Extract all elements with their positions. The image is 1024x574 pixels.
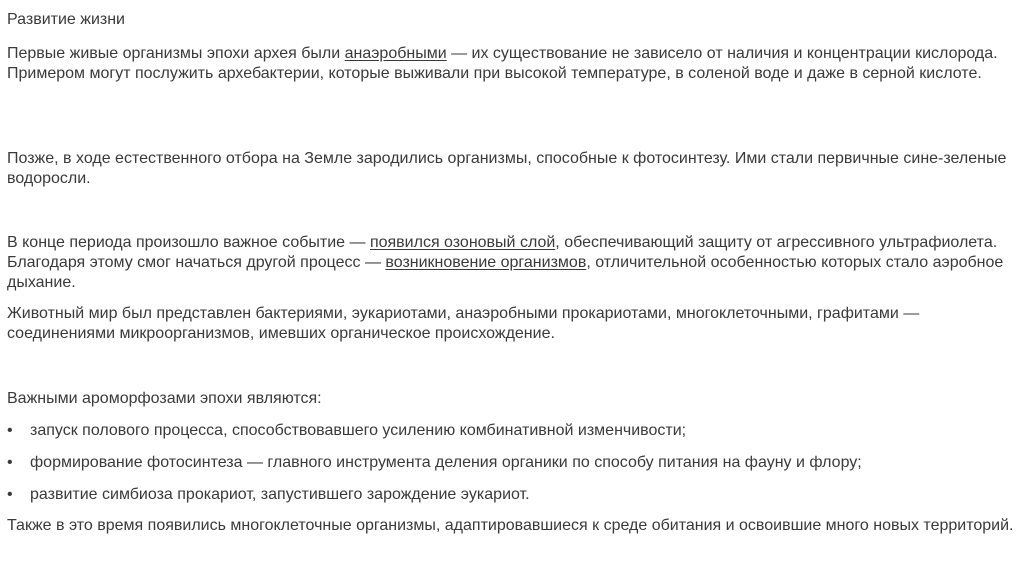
paragraph-text: В конце периода произошло важное событие — bbox=[7, 234, 370, 251]
list-item bbox=[7, 485, 1015, 505]
list-item-text: развитие симбиоза прокариот, запустившего зарождение эукариот. bbox=[30, 486, 530, 503]
paragraph-text: , отличительной особенностью которых стало аэробное дыхание. bbox=[7, 254, 1004, 291]
bullet-icon: • bbox=[7, 422, 13, 439]
document-page bbox=[7, 0, 1017, 574]
bullet-icon: • bbox=[7, 454, 13, 471]
list-item-text: запуск полового процесса, способствовавшего усилению комбинативной изменчивости; bbox=[30, 422, 687, 439]
paragraph-ozone bbox=[7, 233, 1015, 293]
paragraph-photosynthesis: Позже, в ходе естественного отбора на Земле зародились организмы, способные к фотосинтезу. Ими стали первичные сине-зеленые водоросли. bbox=[7, 150, 1007, 187]
paragraph-text: , обеспечивающий защиту от агрессивного ультрафиолета. Благодаря этому смог начаться другой процесс — bbox=[7, 234, 998, 271]
paragraph-multicellular: Также в это время появились многоклеточные организмы, адаптировавшиеся к среде обитания и освоившие много новых территорий. bbox=[7, 517, 1014, 534]
anaerobic-link[interactable]: анаэробными bbox=[344, 45, 447, 62]
ozone-layer-link[interactable]: появился озоновый слой bbox=[369, 234, 556, 251]
organisms-origin-link[interactable]: возникновение организмов bbox=[385, 254, 587, 271]
list-item bbox=[7, 453, 1015, 473]
paragraph-fauna: Животный мир был представлен бактериями, эукариотами, анаэробными прокариотами, многоклеточными, графитами — соединениями микроорганизмов, имевших органическое происхождение. bbox=[7, 305, 920, 342]
bullet-icon: • bbox=[7, 486, 13, 503]
aromorphoses-heading: Важными ароморфозами эпохи являются: bbox=[7, 390, 322, 407]
paragraph-archaea bbox=[7, 44, 1015, 84]
page-title: Развитие жизни bbox=[7, 11, 125, 28]
list-item bbox=[7, 421, 1015, 441]
paragraph-text: Первые живые организмы эпохи архея были bbox=[7, 45, 345, 62]
paragraph-text: — их существование не зависело от наличия и концентрации кислорода. Примером могут послужить архебактерии, которые выживали при высокой температуре, в соленой воде и даже в серной кислоте. bbox=[7, 45, 998, 82]
list-item-text: формирование фотосинтеза — главного инструмента деления органики по способу питания на фауну и флору; bbox=[30, 454, 862, 471]
